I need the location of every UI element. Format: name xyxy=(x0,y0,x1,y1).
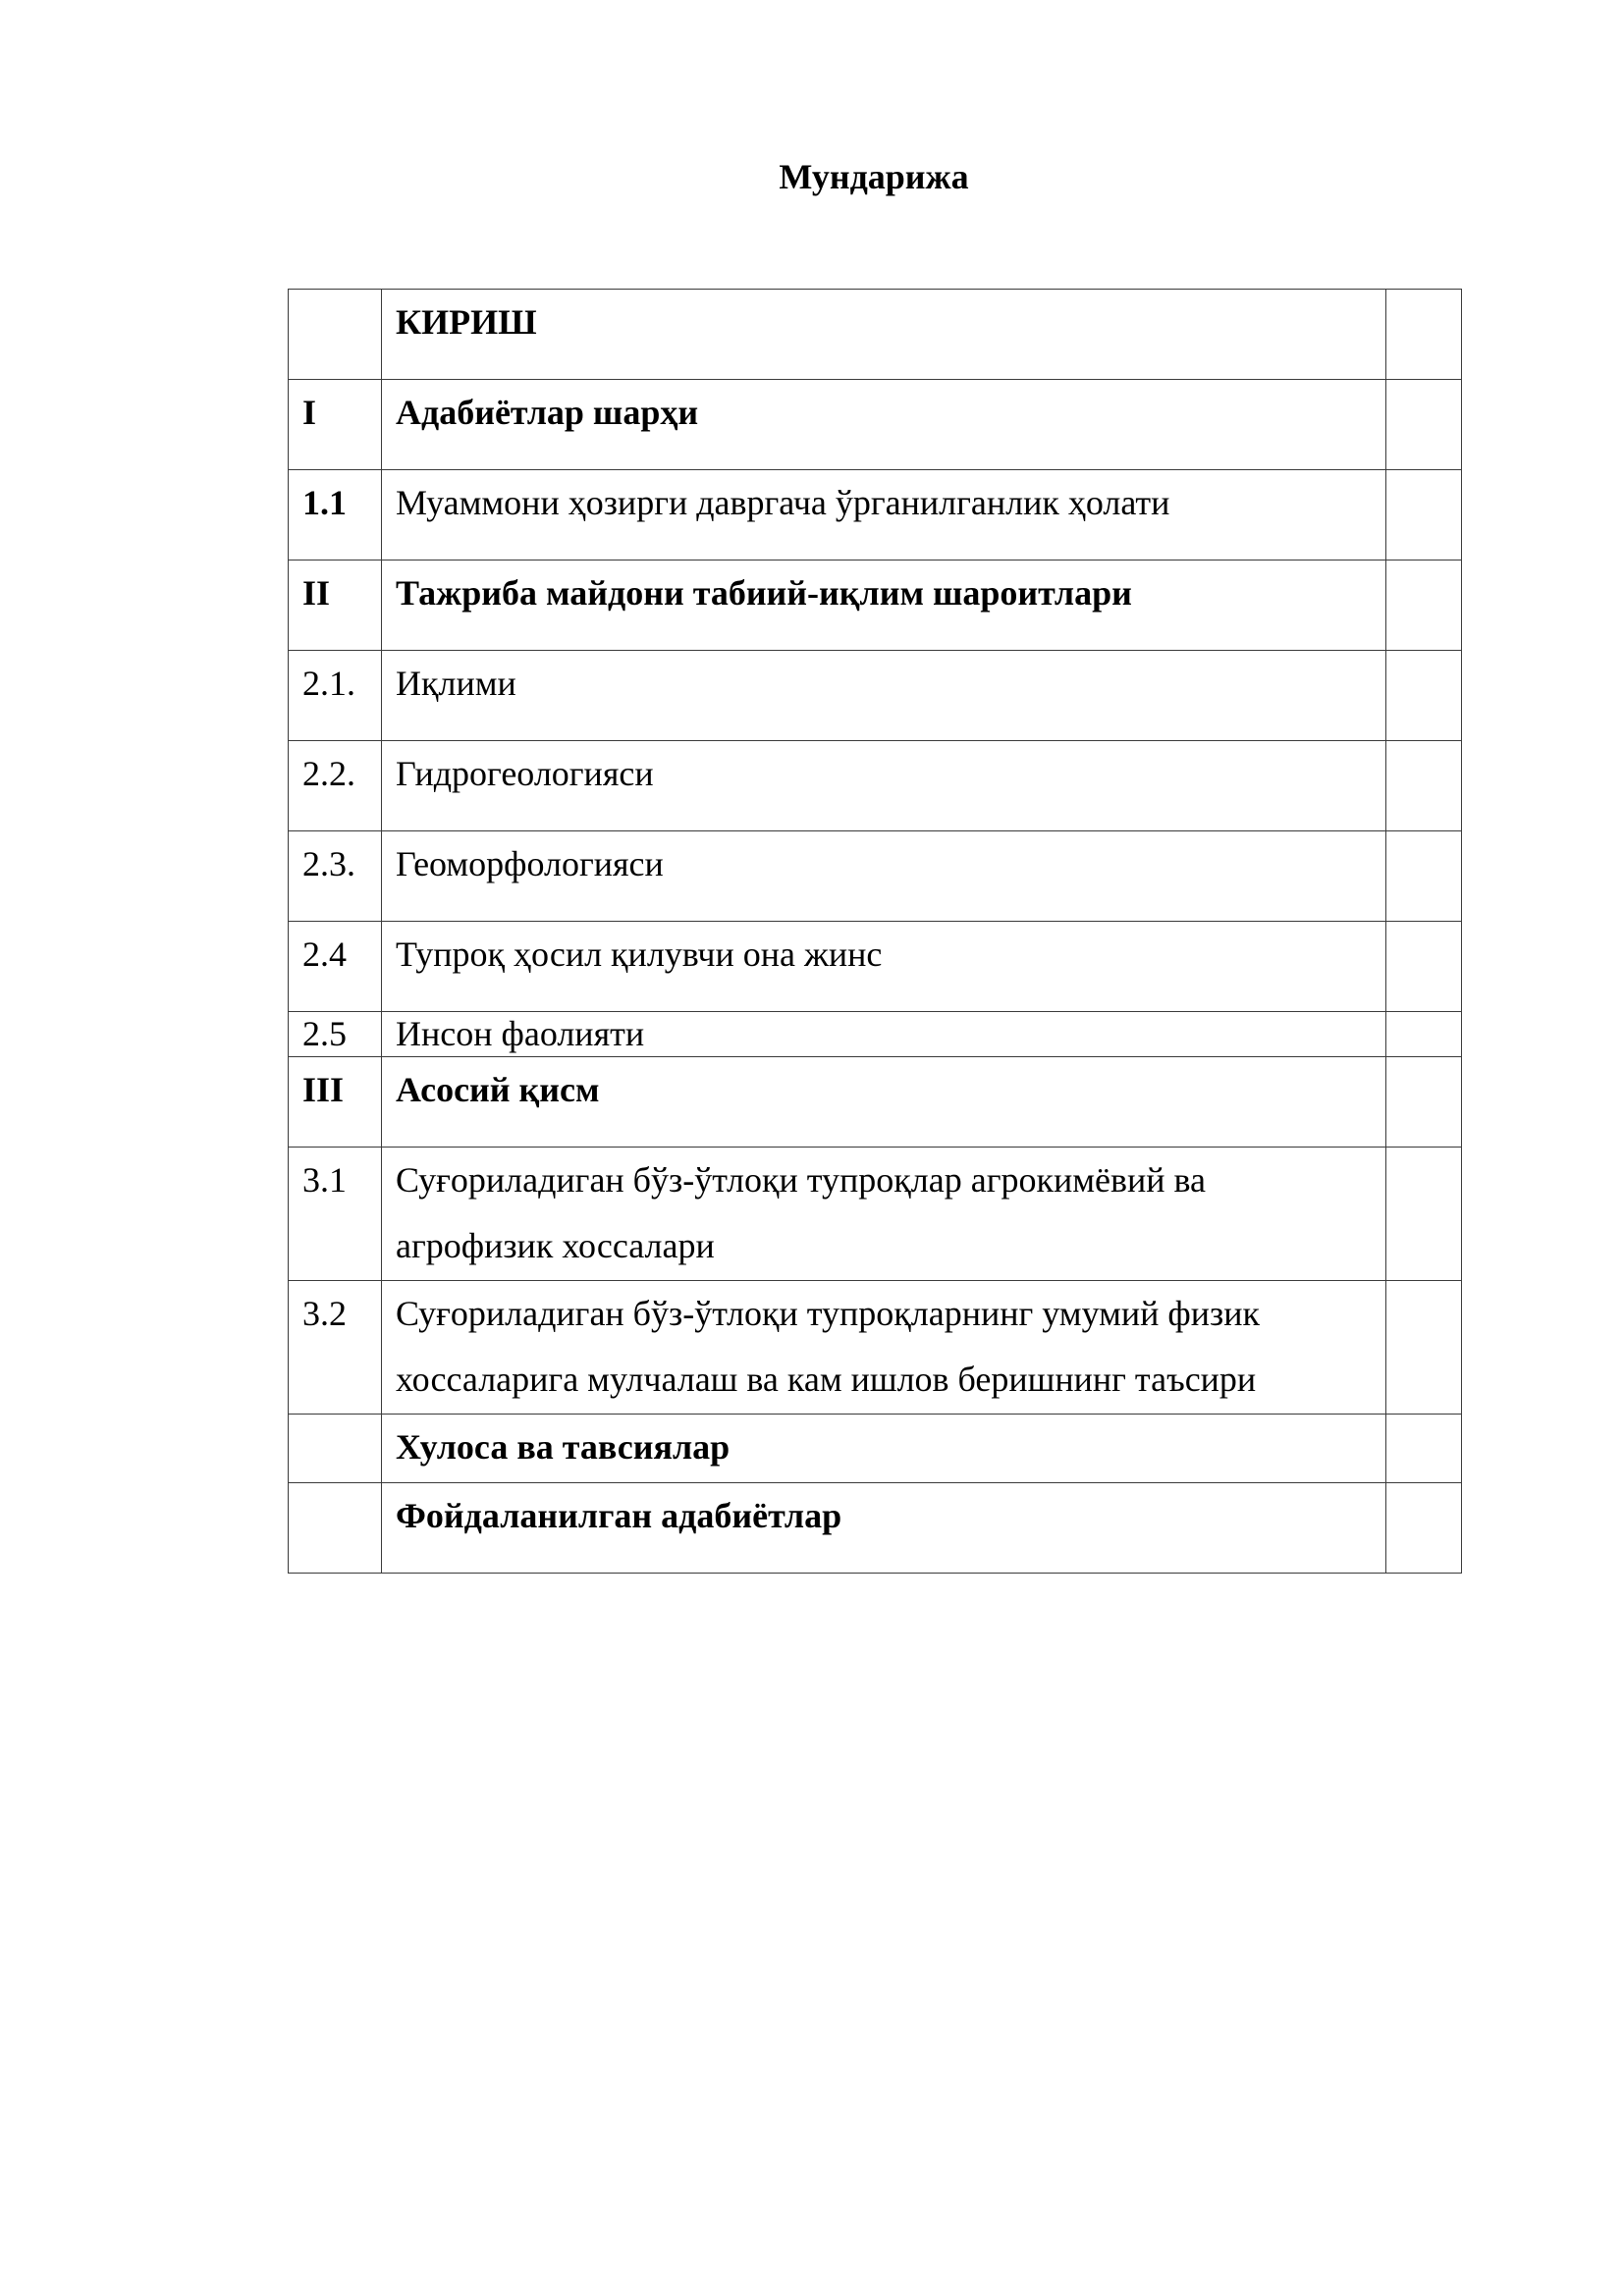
toc-page-cell xyxy=(1386,741,1462,831)
toc-number: 2.4 xyxy=(289,922,382,1012)
toc-page-cell xyxy=(1386,290,1462,380)
toc-row-1-1 xyxy=(289,470,1462,561)
toc-row-3-2 xyxy=(289,1281,1462,1415)
toc-number xyxy=(289,290,382,380)
toc-title: Тупроқ ҳосил қилувчи она жинс xyxy=(382,922,1386,1012)
toc-title: Хулоса ва тавсиялар xyxy=(382,1415,1386,1483)
toc-page-cell xyxy=(1386,922,1462,1012)
toc-page-cell xyxy=(1386,380,1462,470)
toc-page-cell xyxy=(1386,470,1462,561)
toc-page-cell xyxy=(1386,1148,1462,1281)
toc-page-cell xyxy=(1386,1415,1462,1483)
toc-title: Иқлими xyxy=(382,651,1386,741)
toc-title-line: Суғориладиган бўз-ўтлоқи тупроқларнинг умумий физик xyxy=(396,1294,1260,1333)
toc-page-cell xyxy=(1386,1483,1462,1574)
toc-row-conclusions xyxy=(289,1415,1462,1483)
toc-title: КИРИШ xyxy=(382,290,1386,380)
toc-row-main-part xyxy=(289,1057,1462,1148)
toc-row-natural-conditions xyxy=(289,561,1462,651)
toc-row-references xyxy=(289,1483,1462,1574)
toc-row-2-1 xyxy=(289,651,1462,741)
toc-page-cell xyxy=(1386,561,1462,651)
toc-number xyxy=(289,1415,382,1483)
toc-title: Асосий қисм xyxy=(382,1057,1386,1148)
toc-number: 2.2. xyxy=(289,741,382,831)
toc-title: Гидрогеологияси xyxy=(382,741,1386,831)
toc-page-cell xyxy=(1386,1012,1462,1057)
toc-number: 3.2 xyxy=(289,1281,382,1415)
toc-number: III xyxy=(289,1057,382,1148)
toc-title: Тажриба майдони табиий-иқлим шароитлари xyxy=(382,561,1386,651)
toc-row-2-4 xyxy=(289,922,1462,1012)
toc-row-2-2 xyxy=(289,741,1462,831)
table-of-contents xyxy=(288,289,1462,1574)
toc-row-2-5 xyxy=(289,1012,1462,1057)
toc-title: Адабиётлар шарҳи xyxy=(382,380,1386,470)
toc-page-cell xyxy=(1386,1057,1462,1148)
toc-title-line: Суғориладиган бўз-ўтлоқи тупроқлар агрокимёвий ва xyxy=(396,1160,1207,1200)
toc-number: 2.1. xyxy=(289,651,382,741)
page-title: Мундарижа xyxy=(779,157,969,196)
toc-title: Фойдаланилган адабиётлар xyxy=(382,1483,1386,1574)
toc-number: 3.1 xyxy=(289,1148,382,1281)
toc-number: 2.3. xyxy=(289,831,382,922)
toc-number: 2.5 xyxy=(289,1012,382,1057)
toc-page-cell xyxy=(1386,831,1462,922)
toc-title-line: агрофизик хоссалари xyxy=(396,1226,715,1265)
toc-title xyxy=(382,1148,1386,1281)
toc-title xyxy=(382,1281,1386,1415)
toc-page-cell xyxy=(1386,651,1462,741)
toc-title: Геоморфологияси xyxy=(382,831,1386,922)
toc-page-cell xyxy=(1386,1281,1462,1415)
toc-title: Муаммони ҳозирги давргача ўрганилганлик ҳолати xyxy=(382,470,1386,561)
toc-row-literature-review xyxy=(289,380,1462,470)
toc-row-introduction xyxy=(289,290,1462,380)
toc-number xyxy=(289,1483,382,1574)
toc-number: 1.1 xyxy=(289,470,382,561)
toc-number: I xyxy=(289,380,382,470)
toc-title: Инсон фаолияти xyxy=(382,1012,1386,1057)
toc-row-2-3 xyxy=(289,831,1462,922)
toc-number: II xyxy=(289,561,382,651)
toc-row-3-1 xyxy=(289,1148,1462,1281)
toc-title-line: хоссаларига мулчалаш ва кам ишлов беришнинг таъсири xyxy=(396,1360,1257,1399)
